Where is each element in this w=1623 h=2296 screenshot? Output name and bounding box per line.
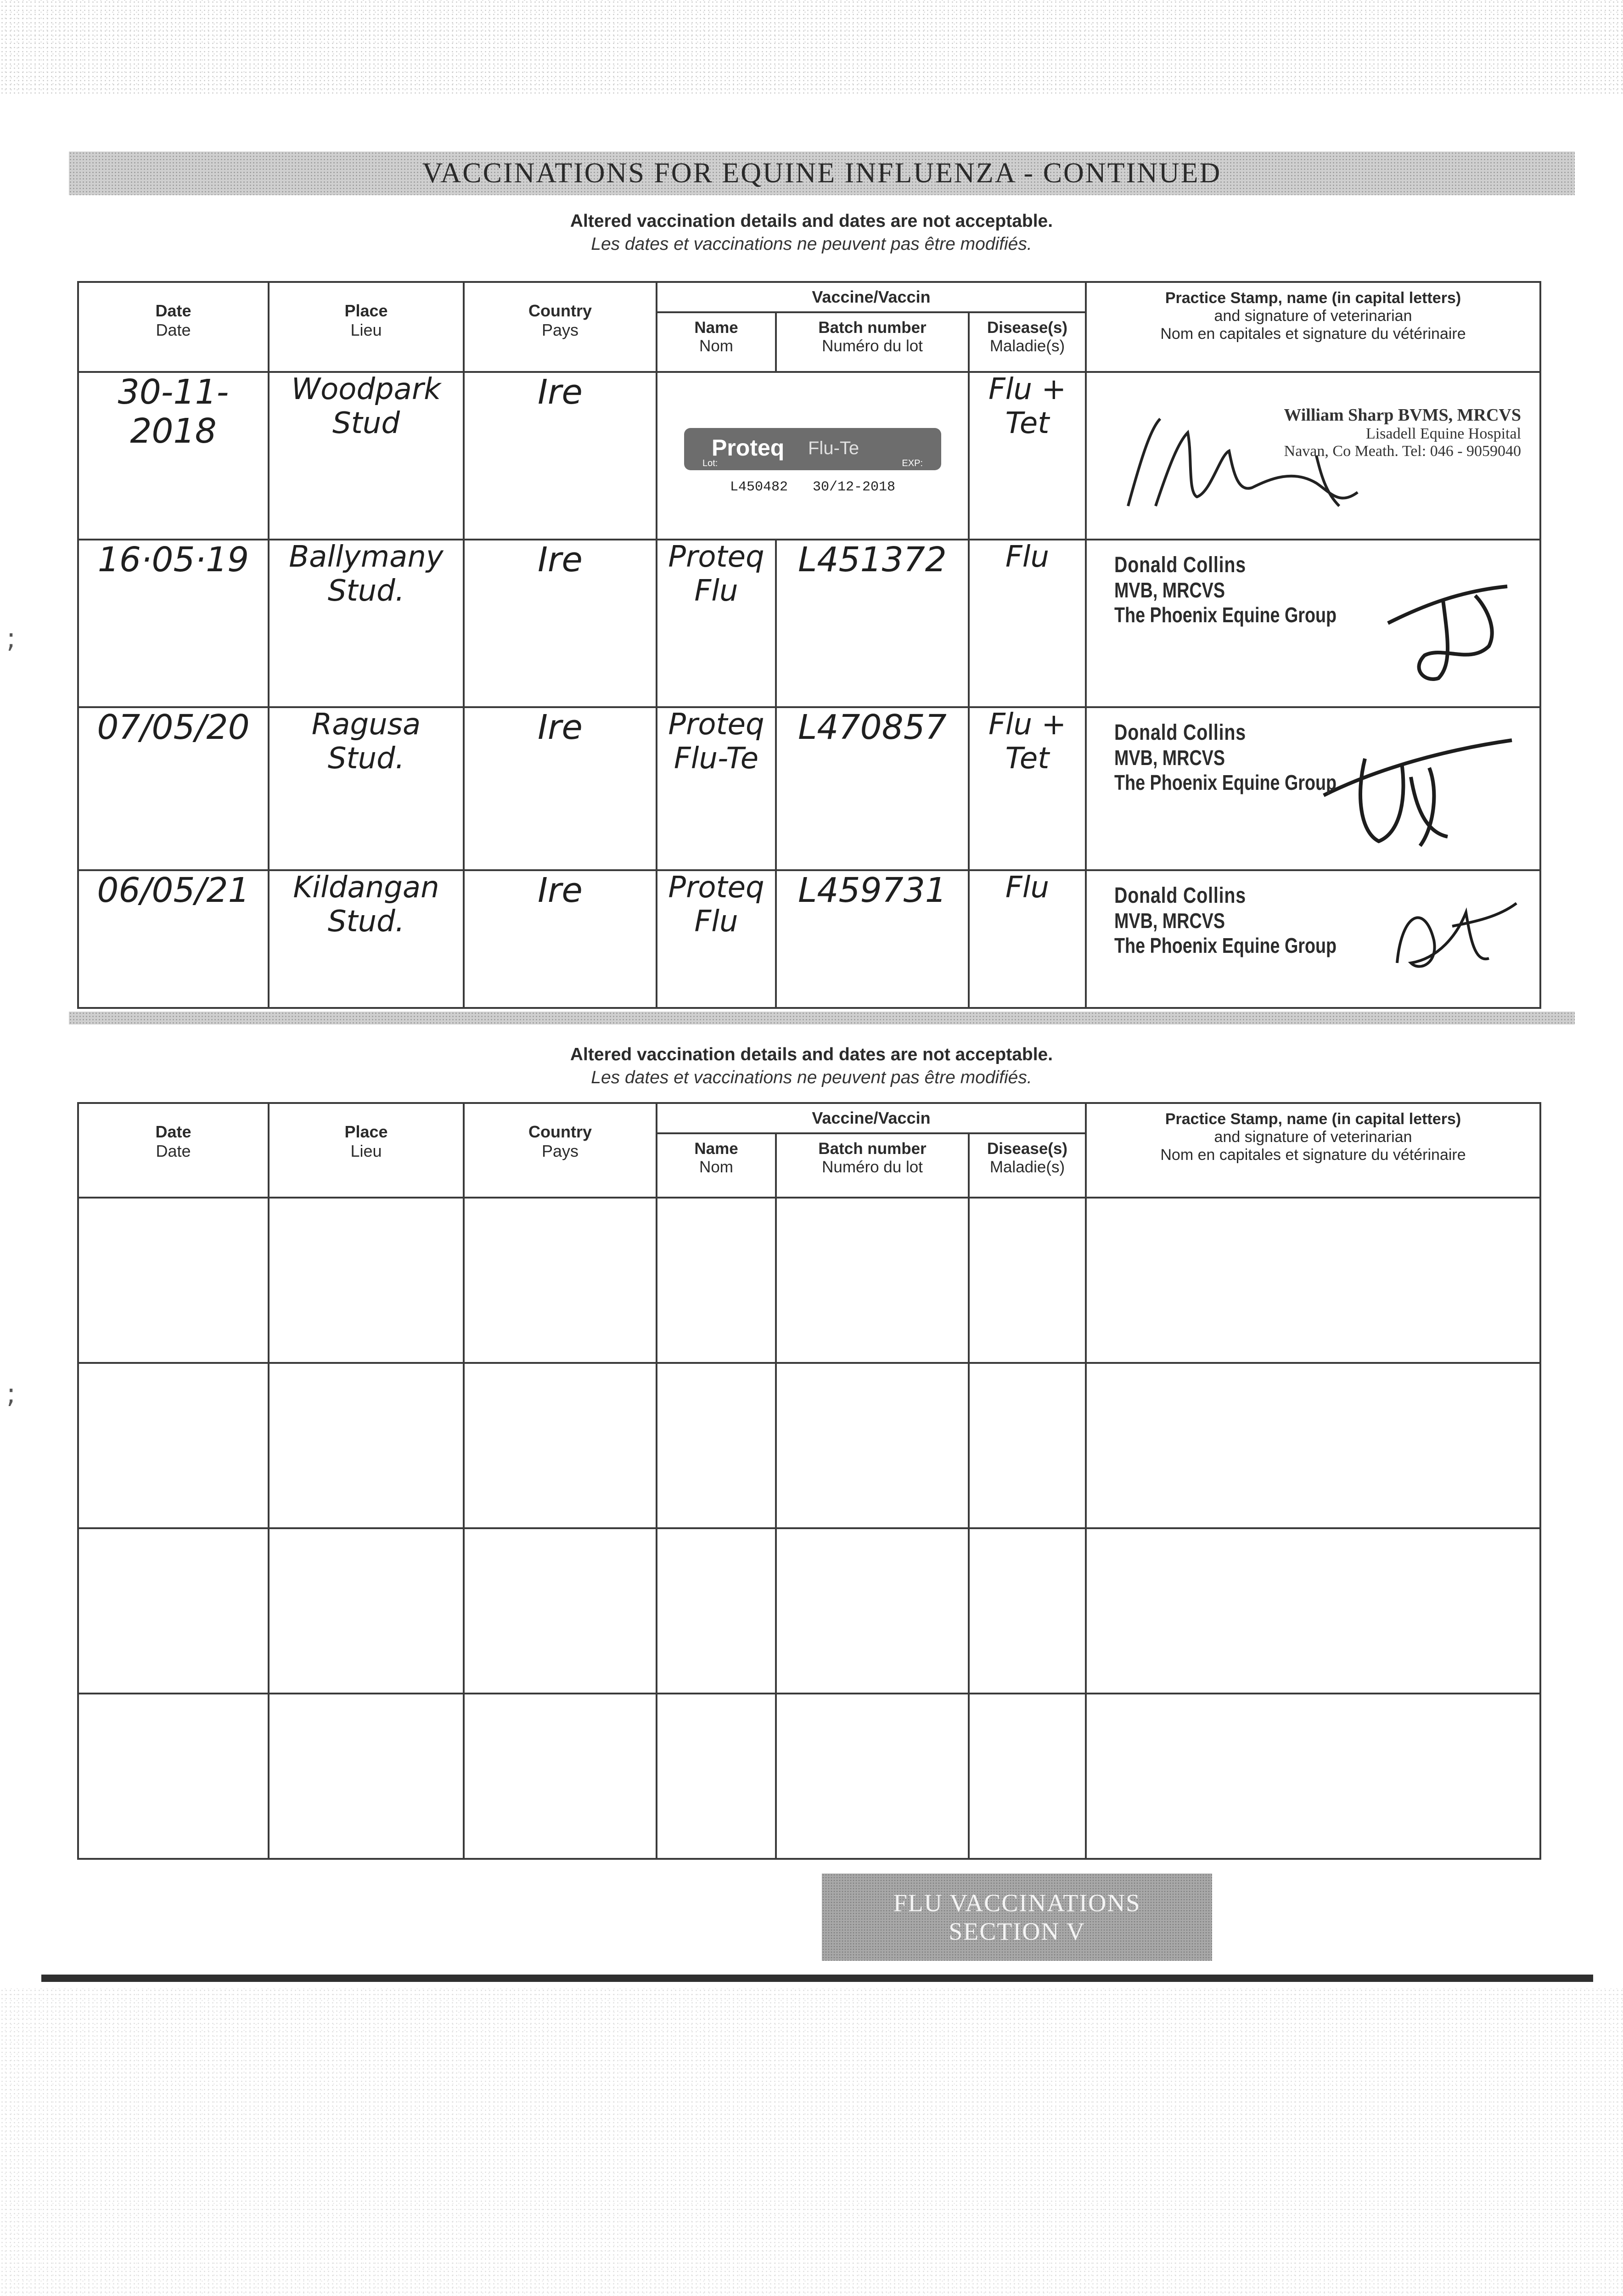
entry-country: Ire	[464, 707, 657, 870]
table-row	[78, 707, 1540, 870]
col-vaccine-name: Name Nom	[657, 1133, 776, 1198]
section-badge	[822, 1874, 1212, 1961]
col-vaccine: Vaccine/Vaccin	[657, 282, 1086, 312]
vet-name: Donald Collins	[1114, 720, 1247, 745]
col-batch-number: Batch number Numéro du lot	[776, 312, 969, 372]
col-country: Country Pays	[464, 1103, 657, 1198]
table-row	[78, 372, 1540, 540]
notice-en: Altered vaccination details and dates are not acceptable.	[570, 211, 1053, 231]
practice-stamp-cell	[1086, 707, 1540, 870]
margin-mark: ;	[6, 1378, 16, 1410]
sticker-brand: Proteq	[712, 435, 785, 461]
vet-address: The Phoenix Equine Group	[1114, 603, 1337, 627]
notice-2	[0, 1045, 1623, 1088]
entry-batch: L459731	[776, 870, 969, 1008]
entry-batch: L470857	[776, 707, 969, 870]
vet-practice: MVB, MRCVS	[1114, 746, 1225, 770]
table-row	[78, 1694, 1540, 1859]
table-row	[78, 870, 1540, 1008]
vet-stamp	[1087, 373, 1539, 460]
notice-fr: Les dates et vaccinations ne peuvent pas être modifiés.	[591, 1068, 1032, 1087]
col-date: Date Date	[78, 282, 269, 372]
col-practice-stamp: Practice Stamp, name (in capital letters) and signature of veterinarian Nom en capitales et signature du vétérinaire	[1086, 282, 1540, 372]
sticker-lot-label: Lot:	[702, 458, 718, 468]
entry-date: 16·05·19	[78, 540, 269, 707]
vet-stamp	[1087, 540, 1539, 627]
vet-address: The Phoenix Equine Group	[1114, 771, 1337, 794]
vet-name: William Sharp BVMS, MRCVS	[1284, 405, 1522, 425]
sticker-exp: 30/12-2018	[813, 479, 896, 495]
entry-disease: Flu	[969, 870, 1086, 1008]
vet-stamp	[1087, 708, 1539, 795]
col-place: Place Lieu	[269, 1103, 464, 1198]
entry-place: Ballymany Stud.	[269, 540, 464, 707]
table-row	[78, 1528, 1540, 1694]
entry-place: Ragusa Stud.	[269, 707, 464, 870]
entry-disease: Flu	[969, 540, 1086, 707]
vet-address: The Phoenix Equine Group	[1114, 934, 1337, 957]
scan-noise-bottom	[0, 1988, 1623, 2296]
vaccine-sticker-cell	[657, 372, 969, 540]
practice-stamp-cell	[1086, 540, 1540, 707]
entry-country: Ire	[464, 372, 657, 540]
col-place: Place Lieu	[269, 282, 464, 372]
vet-stamp	[1087, 871, 1539, 958]
section-line2: SECTION V	[949, 1918, 1085, 1945]
col-vaccine: Vaccine/Vaccin	[657, 1103, 1086, 1133]
notice-en: Altered vaccination details and dates are not acceptable.	[570, 1045, 1053, 1064]
table-row	[78, 1363, 1540, 1528]
entry-date: 30-11-2018	[78, 372, 269, 540]
col-practice-stamp: Practice Stamp, name (in capital letters) and signature of veterinarian Nom en capitales et signature du vétérinaire	[1086, 1103, 1540, 1198]
entry-disease: Flu + Tet	[969, 372, 1086, 540]
overlap-band	[69, 1012, 1575, 1024]
sticker-exp-label: EXP:	[902, 458, 923, 468]
scan-noise-top	[0, 0, 1623, 94]
col-date: Date Date	[78, 1103, 269, 1198]
entry-date: 07/05/20	[78, 707, 269, 870]
vet-practice: Lisadell Equine Hospital	[1365, 425, 1522, 442]
notice-fr: Les dates et vaccinations ne peuvent pas être modifiés.	[591, 234, 1032, 254]
entry-disease: Flu + Tet	[969, 707, 1086, 870]
col-country: Country Pays	[464, 282, 657, 372]
entry-place: Kildangan Stud.	[269, 870, 464, 1008]
entry-vaccine-name: Proteq Flu	[657, 870, 776, 1008]
vaccination-table-2	[77, 1102, 1541, 1860]
vet-practice: MVB, MRCVS	[1114, 909, 1225, 933]
vet-address: Navan, Co Meath. Tel: 046 - 9059040	[1284, 443, 1522, 460]
table-row	[78, 540, 1540, 707]
table-row	[78, 1198, 1540, 1363]
page-title: VACCINATIONS FOR EQUINE INFLUENZA - CONTINUED	[422, 158, 1222, 189]
notice	[0, 211, 1623, 254]
proteq-sticker	[684, 428, 941, 470]
bottom-rule	[41, 1975, 1593, 1982]
vet-practice: MVB, MRCVS	[1114, 578, 1225, 602]
margin-mark: ;	[6, 622, 16, 654]
practice-stamp-cell	[1086, 372, 1540, 540]
section-line1: FLU VACCINATIONS	[893, 1889, 1141, 1917]
col-disease: Disease(s) Maladie(s)	[969, 312, 1086, 372]
col-vaccine-name: Name Nom	[657, 312, 776, 372]
entry-country: Ire	[464, 870, 657, 1008]
sticker-lot: L450482	[730, 479, 788, 495]
vet-name: Donald Collins	[1114, 553, 1247, 577]
entry-place: Woodpark Stud	[269, 372, 464, 540]
entry-date: 06/05/21	[78, 870, 269, 1008]
practice-stamp-cell	[1086, 870, 1540, 1008]
sticker-values	[657, 479, 968, 495]
col-disease: Disease(s) Maladie(s)	[969, 1133, 1086, 1198]
vet-name: Donald Collins	[1114, 884, 1247, 908]
col-batch-number: Batch number Numéro du lot	[776, 1133, 969, 1198]
vaccination-table-1	[77, 281, 1541, 1009]
entry-vaccine-name: Proteq Flu	[657, 540, 776, 707]
entry-vaccine-name: Proteq Flu-Te	[657, 707, 776, 870]
vet-signature	[1101, 400, 1376, 520]
entry-country: Ire	[464, 540, 657, 707]
entry-batch: L451372	[776, 540, 969, 707]
sticker-product: Flu-Te	[808, 438, 859, 458]
